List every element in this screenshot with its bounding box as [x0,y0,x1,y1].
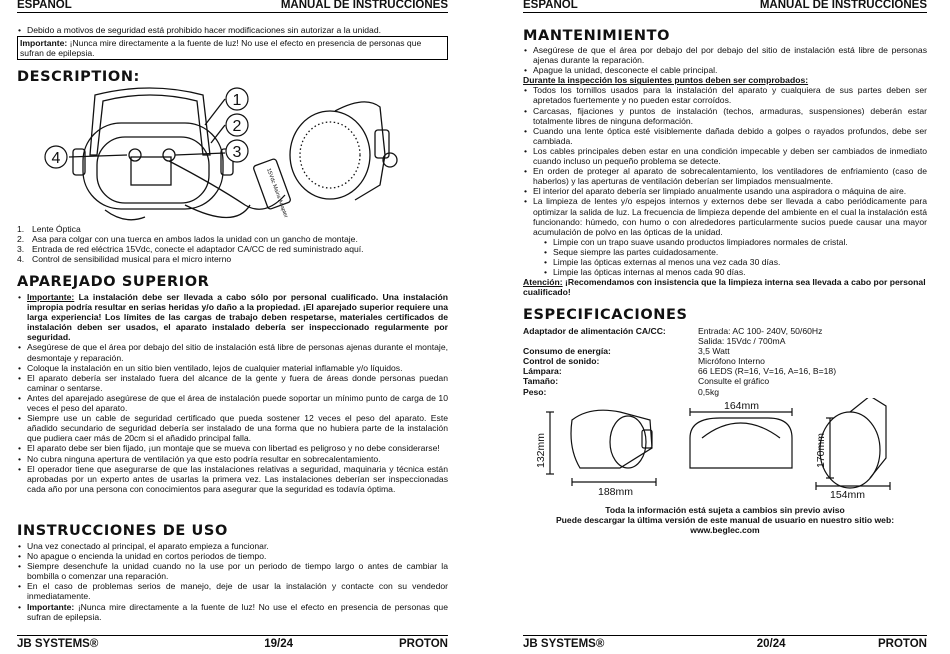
page-right [475,0,950,654]
description-section [17,69,448,86]
maintenance-section [523,28,927,297]
header-title: MANUAL DE INSTRUCCIONES [759,0,927,11]
list-item: • No cubra ninguna apertura de ventilación ya que esto podría resultar en sobrecalentamiento. [17,454,448,464]
list-sub-item: • Limpie las ópticas externas al menos una vez cada 30 días. [523,257,927,267]
note-changes: Toda la información está sujeta a cambios sin previo aviso [605,505,845,515]
rigging-important-label: Importante: [27,292,75,302]
usage-section [17,523,448,622]
description-text-4: Control de sensibilidad musical para el micro interno [32,254,232,265]
section-title-rigging: APAREJADO SUPERIOR [17,274,210,290]
list-item: • Antes del aparejado asegúrese de que el área de instalación puede soportar un mínimo punto de carga de 10 veces el peso del aparato. [17,393,448,413]
list-item: • Siempre desenchufe la unidad cuando no la use por un periodo de tiempo largo o antes de cambiar la bombilla o comenzar una reparación. [17,561,448,581]
warning-label: Importante: [20,38,68,49]
usage-important-text: ¡Nunca mire directamente a la fuente de luz! No use el efecto en presencia de personas que sufran de epilepsia. [27,601,448,622]
list-item: • En el caso de problemas serios de manejo, deje de usar la instalación y contacte con su vendedor inmediatamente. [17,581,448,601]
footer-brand: JB SYSTEMS® [17,638,99,650]
description-num-2: 2. [17,234,25,245]
dim-height-132: 132mm [535,432,547,468]
spec-key: Tamaño: [523,376,559,387]
spec-value: Micrófono Interno [698,356,765,367]
dim-length-154: 154mm [830,489,866,500]
header-language: ESPAÑOL [17,0,72,11]
warning-box [17,36,448,60]
header-language: ESPAÑOL [523,0,578,11]
list-item: • Asegúrese de que el área por debajo del sitio de instalación está libre de personas ajenas durante el montaje, desmontaje y reparación. [17,342,448,362]
side-view-left [571,410,652,468]
list-item: • El interior del aparato debería ser limpiado anualmente usando una aspiradora o máquina de aire. [523,186,927,196]
list-item: • El aparato debe ser bien fijado, ¡un montaje que se mueva con libertad es peligroso y no debe considerarse! [17,443,448,453]
note-download: Puede descargar la última versión de este manual de usuario en nuestro sitio web: www.beglec.com [555,515,895,536]
description-num-4: 4. [17,254,25,265]
spec-key: Adaptador de alimentación CA/CC: [523,326,666,336]
warning-text: ¡Nunca mire directamente a la fuente de luz! No use el efecto en presencia de personas que sufran de epilepsia. [20,38,422,59]
section-title-maintenance: MANTENIMIENTO [523,28,670,44]
footer-page-number: 19/24 [264,638,294,650]
specs-section [523,307,927,397]
section-title-specs: ESPECIFICACIONES [523,307,688,323]
hanging-bracket [90,88,210,155]
footer-brand: JB SYSTEMS® [523,638,605,650]
spec-key: Consumo de energía: [523,346,611,357]
callout-2-label: 2 [232,118,242,135]
header-title: MANUAL DE INSTRUCCIONES [280,0,448,11]
description-text-1: Lente Óptica [32,224,81,234]
list-item: • No apague o encienda la unidad en cortos periodos de tiempo. [17,551,448,561]
specs-table [523,326,927,397]
spec-value: 0,5kg [698,386,720,397]
list-item: • El aparato debería ser instalado fuera del alcance de la gente y fuera de áreas donde personas puedan caminar o sentarse. [17,373,448,393]
list-item: • Siempre use un cable de seguridad certificado que pueda sostener 12 veces el peso del aparato. Este añadido secundario de seguridad debería ser instalado de una forma que no hubiera parte de la instalación que pudiera caer más de 20cm si el añadido principal falla. [17,413,448,443]
list-sub-item: • Limpie las ópticas internas al menos cada 90 días. [523,267,927,277]
dim-width-164: 164mm [724,400,760,412]
description-text-2: Asa para colgar con una tuerca en ambos lados la unidad con un gancho de montaje. [32,234,358,245]
attention-label: Atención: [523,277,563,288]
page-footer [523,635,927,649]
description-item-1 [17,224,448,234]
spec-key: Peso: [523,386,547,397]
list-item: • En orden de proteger al aparato de sobrecalentamiento, los ventiladores de enfriamiento (caso de haberlos) y las aperturas de ventilación deberían ser limpiados mensualmente. [523,166,927,186]
page-footer [17,635,448,649]
list-item: • Cuando una lente óptica esté visiblemente dañada debido a golpes o rayados profundos, debe ser cambiada. [523,126,927,146]
list-item: • Asegúrese de que el área por debajo del por debajo del sitio de instalación está libre de personas ajenas durante la reparación. [523,45,927,65]
page-header [523,0,927,13]
description-num-3: 3. [17,244,25,255]
list-sub-item: • Limpie con un trapo suave usando productos limpiadores normales de cristal. [523,237,927,247]
footer-model: PROTON [398,638,448,650]
list-item: • Coloque la instalación en un sitio bien ventilado, lejos de cualquier material inflamable y/o líquidos. [17,363,448,373]
footer-model: PROTON [877,638,927,650]
description-list [17,224,448,264]
spec-value: 66 LEDS (R=16, V=16, A=16, B=18) [698,366,837,377]
spec-value: 3,5 Watt [698,346,730,357]
dim-length-188: 188mm [598,486,634,498]
description-item-2 [17,234,448,244]
attention-note [523,277,927,297]
spec-key: Lámpara: [523,366,562,377]
list-item [17,292,448,342]
front-view [690,418,792,468]
notes-section [523,505,927,535]
list-item [17,602,448,622]
list-sub-item: • Seque siempre las partes cuidadosamente. [523,247,927,257]
dim-height-170: 170mm [815,432,827,468]
product-diagram [35,85,455,225]
list-item: • El operador tiene que asegurarse de que las instalaciones relativas a seguridad, maquinaria y técnica están aprobadas por un experto antes de usarlas la primera vez. Las instalaciones deberían ser inspeccionadas cada año por una persona con conocimientos para asegurar que la seguridad es todavía óptima. [17,464,448,494]
inspection-heading: Durante la inspección los siguientes puntos deben ser comprobados: [523,75,809,86]
intro-section [17,25,448,60]
rigging-section [17,274,448,494]
callout-4-label: 4 [51,150,61,167]
section-title-usage: INSTRUCCIONES DE USO [17,523,228,539]
spec-key [523,336,698,346]
description-text-3: Entrada de red eléctrica 15Vdc, conecte el adaptador CA/CC de red suministrado aquí. [32,244,364,255]
unit-body-side [290,111,370,199]
rigging-important-text: La instalación debe ser llevada a cabo sólo por personal cualificado. Una instalación impropia podría resultar en serias heridas y/o daño a la propiedad. ¡El aparejado superior requiere una larga experiencia! Los límites de las cargas de trabajo deben respetarse, materiales certificados de instalación deben ser usados, el aparato instalado debería ser inspeccionado regularmente por seguridad. [27,292,448,343]
spec-value: Entrada: AC 100- 240V, 50/60Hz [698,326,823,336]
dimensions-drawing [530,398,930,500]
attention-text: ¡Recomendamos con insistencia que la limpieza interna sea llevada a cabo por personal cualificado! [523,277,926,298]
usage-important-label: Importante: [27,601,75,612]
description-item-3 [17,244,448,254]
footer-page-number: 20/24 [756,638,786,650]
adapter-label: 15Vdc Mains Adapter [265,167,289,219]
page-header [17,0,448,13]
list-item: • Los cables principales deben estar en una condición impecable y deben ser cambiados de inmediato cuando incluso un pequeño problema se detecte. [523,146,927,166]
list-item: • La limpieza de lentes y/o espejos internos y externos debe ser llevada a cabo periódicamente para optimizar la salida de luz. La frecuencia de limpieza depende del ambiente en el cual la instalación está funcionando: húmedo, con humo o con alrededores particularmente sucios puede causar una mayor acumulación de polvo en las ópticas de la unidad. [523,196,927,236]
list-item: • Todos los tornillos usados para la instalación del aparato y cualquiera de sus partes deben ser apretados fuertemente y no pueden estar corroídos. [523,85,927,105]
spec-value: Salida: 15Vdc / 700mA [698,336,786,347]
section-title-description: DESCRIPTION: [17,69,140,85]
list-item: • Debido a motivos de seguridad está prohibido hacer modificaciones sin autorizar a la unidad. [17,25,448,35]
list-item: • Una vez conectado al principal, el aparato empieza a funcionar. [17,541,448,551]
spec-key: Control de sonido: [523,356,600,367]
callout-1-label: 1 [232,92,242,109]
spec-value: Consulte el gráfico [698,376,770,387]
list-item: • Carcasas, fijaciones y puntos de instalación (techos, armaduras, suspensiones) deberán estar totalmente libres de ninguna deformación. [523,106,927,126]
callout-3-label: 3 [232,144,242,161]
description-num-1: 1. [17,224,25,234]
description-item-4 [17,254,448,264]
list-item: • Apague la unidad, desconecte el cable principal. [523,65,927,75]
